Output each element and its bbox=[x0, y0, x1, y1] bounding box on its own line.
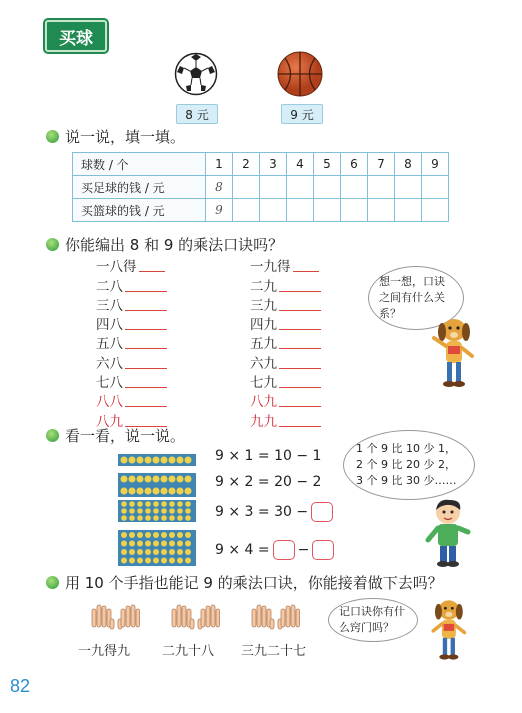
lesson-title-badge: 买球 bbox=[45, 20, 107, 52]
dog-character-icon bbox=[428, 596, 468, 668]
mnemonic-line bbox=[96, 295, 167, 314]
section-heading-2 bbox=[46, 234, 283, 255]
value-cell[interactable] bbox=[341, 199, 368, 222]
speech-bubble: 记口诀你有什么窍门吗？ bbox=[328, 598, 418, 642]
green-bullet-icon bbox=[46, 238, 59, 251]
mnemonic-line bbox=[96, 352, 167, 371]
section-heading-4 bbox=[46, 572, 443, 593]
mnemonic-label: 六八 bbox=[96, 355, 123, 372]
mnemonic-line bbox=[250, 372, 321, 391]
value-cell[interactable] bbox=[368, 199, 395, 222]
count-cell: 7 bbox=[368, 153, 395, 176]
value-cell[interactable]: 9 bbox=[206, 199, 233, 222]
answer-blank[interactable] bbox=[279, 425, 321, 427]
answer-blank[interactable] bbox=[279, 386, 321, 388]
mnemonic-label: 九九 bbox=[250, 413, 277, 430]
mnemonic-line bbox=[96, 275, 167, 294]
soccer-ball-icon bbox=[174, 52, 218, 100]
mnemonic-line bbox=[250, 295, 321, 314]
mnemonic-label: 八九 bbox=[96, 413, 123, 430]
equation-1: 9 × 1 = 10 − 1 bbox=[215, 448, 322, 464]
mnemonic-line bbox=[250, 410, 321, 429]
table-row bbox=[73, 199, 449, 222]
answer-blank[interactable] bbox=[279, 347, 321, 349]
dot-array-3 bbox=[118, 500, 196, 526]
boy-character-icon bbox=[424, 496, 472, 572]
equation-3 bbox=[215, 502, 333, 522]
mnemonic-label: 七八 bbox=[96, 375, 123, 392]
mnemonic-line bbox=[96, 333, 167, 352]
value-cell[interactable] bbox=[341, 176, 368, 199]
nines-column bbox=[250, 256, 321, 430]
table-row bbox=[73, 176, 449, 199]
count-cell: 8 bbox=[395, 153, 422, 176]
answer-blank[interactable] bbox=[139, 270, 165, 272]
mnemonic-label: 四九 bbox=[250, 317, 277, 334]
answer-blank[interactable] bbox=[125, 405, 167, 407]
section-heading-text: 看一看，说一说。 bbox=[65, 427, 186, 445]
dot-array-2 bbox=[118, 473, 196, 501]
mnemonic-label: 五九 bbox=[250, 336, 277, 353]
value-cell[interactable] bbox=[395, 199, 422, 222]
thought-bubble: 想一想，口诀之间有什么关系？ bbox=[368, 266, 464, 330]
answer-blank[interactable] bbox=[293, 270, 319, 272]
mnemonic-line bbox=[250, 391, 321, 410]
hands-icon bbox=[170, 603, 220, 639]
row-label: 买篮球的钱 / 元 bbox=[73, 199, 206, 222]
bubble-line: 3 个 9 比 30 少…… bbox=[356, 474, 457, 487]
answer-blank[interactable] bbox=[279, 328, 321, 330]
equation-text: 9 × 3 = 30 − bbox=[215, 504, 309, 520]
mnemonic-line bbox=[250, 314, 321, 333]
green-bullet-icon bbox=[46, 576, 59, 589]
answer-box[interactable] bbox=[311, 502, 333, 522]
section-heading-3 bbox=[46, 425, 185, 446]
finger-mnemonic-label: 三九二十七 bbox=[241, 644, 307, 659]
mnemonic-label: 二八 bbox=[96, 278, 123, 295]
mnemonic-label: 八九 bbox=[250, 394, 277, 411]
minus-sign: − bbox=[297, 542, 310, 558]
speech-bubble bbox=[343, 430, 475, 500]
value-cell[interactable] bbox=[233, 176, 260, 199]
section-heading-1 bbox=[46, 126, 185, 147]
mnemonic-line bbox=[250, 333, 321, 352]
mnemonic-line bbox=[96, 391, 167, 410]
table-header-label: 球数 / 个 bbox=[73, 153, 206, 176]
mnemonic-line bbox=[96, 256, 167, 275]
basketball-icon bbox=[276, 50, 324, 102]
green-bullet-icon bbox=[46, 130, 59, 143]
mnemonic-label: 一八得 bbox=[96, 259, 137, 276]
mnemonic-label: 二九 bbox=[250, 278, 277, 295]
mnemonic-label: 一九得 bbox=[250, 259, 291, 276]
basketball-price-tag: 9 元 bbox=[281, 104, 323, 124]
mnemonic-label: 五八 bbox=[96, 336, 123, 353]
mnemonic-label: 三八 bbox=[96, 297, 123, 314]
count-cell: 4 bbox=[287, 153, 314, 176]
soccer-price-tag: 8 元 bbox=[176, 104, 218, 124]
mnemonic-line bbox=[96, 314, 167, 333]
answer-blank[interactable] bbox=[125, 328, 167, 330]
equation-2: 9 × 2 = 20 − 2 bbox=[215, 474, 322, 490]
value-cell[interactable] bbox=[422, 176, 449, 199]
dog-character-icon bbox=[430, 316, 476, 394]
answer-blank[interactable] bbox=[125, 367, 167, 369]
equation-4 bbox=[215, 540, 334, 560]
mnemonic-label: 八八 bbox=[96, 394, 123, 411]
mnemonic-label: 六九 bbox=[250, 355, 277, 372]
answer-blank[interactable] bbox=[125, 347, 167, 349]
answer-blank[interactable] bbox=[125, 386, 167, 388]
answer-box[interactable] bbox=[312, 540, 334, 560]
mnemonic-line bbox=[96, 372, 167, 391]
section-heading-text: 说一说，填一填。 bbox=[65, 128, 186, 146]
answer-blank[interactable] bbox=[125, 290, 167, 292]
bubble-line: 1 个 9 比 10 少 1， bbox=[356, 442, 456, 455]
row-label: 买足球的钱 / 元 bbox=[73, 176, 206, 199]
mnemonic-line bbox=[250, 275, 321, 294]
value-cell[interactable] bbox=[314, 199, 341, 222]
dot-array-4 bbox=[118, 530, 196, 570]
value-cell[interactable] bbox=[395, 176, 422, 199]
count-cell: 3 bbox=[260, 153, 287, 176]
answer-blank[interactable] bbox=[279, 367, 321, 369]
value-cell[interactable] bbox=[422, 199, 449, 222]
value-cell[interactable]: 8 bbox=[206, 176, 233, 199]
dot-array-1 bbox=[118, 451, 196, 470]
value-cell[interactable] bbox=[233, 199, 260, 222]
value-cell[interactable] bbox=[314, 176, 341, 199]
page-number: 82 bbox=[10, 676, 31, 696]
equation-text: 9 × 4 = bbox=[215, 542, 270, 558]
value-cell[interactable] bbox=[287, 176, 314, 199]
mnemonic-label: 三九 bbox=[250, 297, 277, 314]
mnemonic-line bbox=[250, 256, 321, 275]
mnemonic-label: 七九 bbox=[250, 375, 277, 392]
value-cell[interactable] bbox=[260, 199, 287, 222]
value-cell[interactable] bbox=[368, 176, 395, 199]
mnemonic-line bbox=[250, 352, 321, 371]
section-heading-text: 你能编出 8 和 9 的乘法口诀吗？ bbox=[65, 236, 284, 254]
mnemonic-label: 四八 bbox=[96, 317, 123, 334]
green-bullet-icon bbox=[46, 429, 59, 442]
price-table bbox=[72, 152, 449, 222]
value-cell[interactable] bbox=[260, 176, 287, 199]
table-row bbox=[73, 153, 449, 176]
count-cell: 9 bbox=[422, 153, 449, 176]
count-cell: 1 bbox=[206, 153, 233, 176]
bubble-line: 2 个 9 比 20 少 2， bbox=[356, 458, 456, 471]
count-cell: 2 bbox=[233, 153, 260, 176]
count-cell: 6 bbox=[341, 153, 368, 176]
answer-blank[interactable] bbox=[279, 309, 321, 311]
answer-blank[interactable] bbox=[279, 405, 321, 407]
finger-mnemonic-label: 一九得九 bbox=[78, 644, 131, 659]
answer-blank[interactable] bbox=[279, 290, 321, 292]
section-heading-text: 用 10 个手指也能记 9 的乘法口诀，你能接着做下去吗？ bbox=[65, 574, 443, 592]
answer-blank[interactable] bbox=[125, 309, 167, 311]
finger-mnemonic-label: 二九十八 bbox=[162, 644, 215, 659]
count-cell: 5 bbox=[314, 153, 341, 176]
answer-box[interactable] bbox=[273, 540, 295, 560]
eights-column bbox=[96, 256, 167, 430]
value-cell[interactable] bbox=[287, 199, 314, 222]
hands-icon bbox=[90, 603, 140, 639]
hands-icon bbox=[250, 603, 300, 639]
